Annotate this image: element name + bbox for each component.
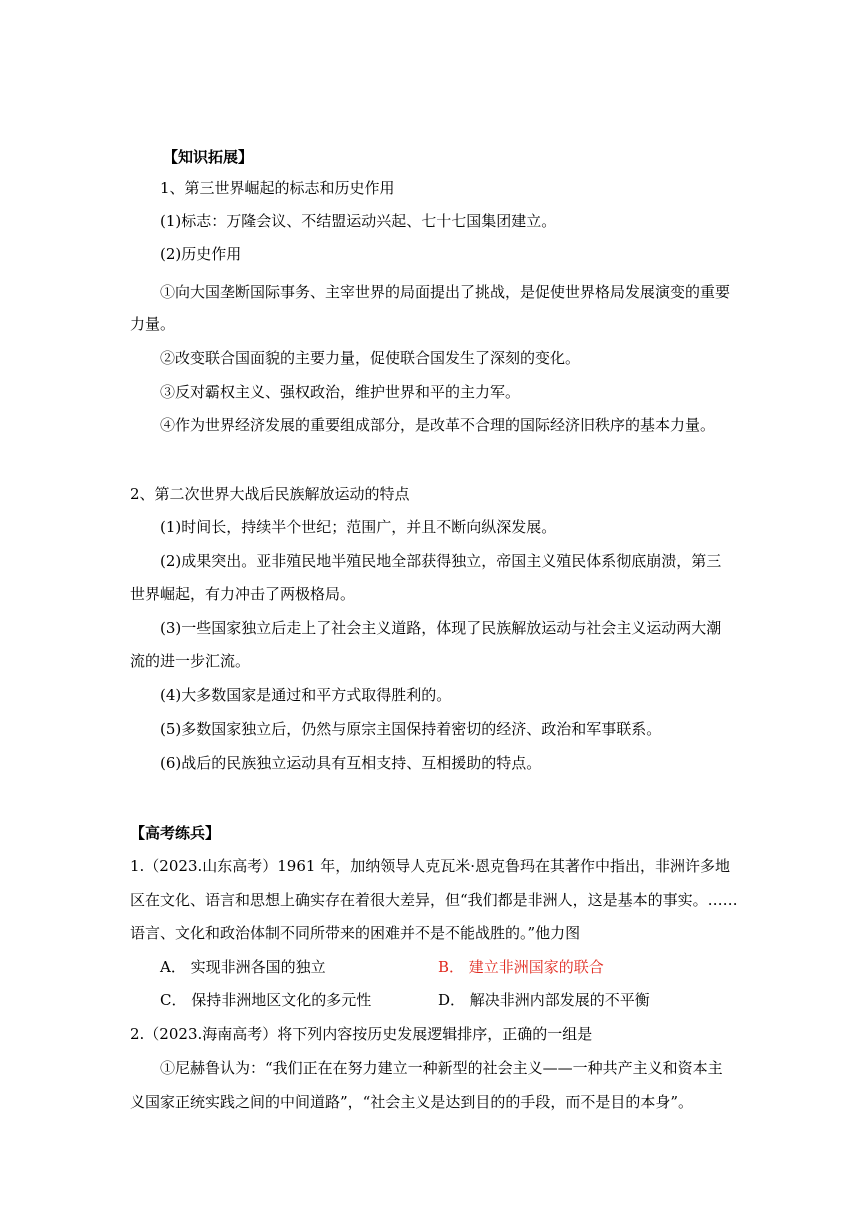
question-2-stem: 2.（2023.海南高考）将下列内容按历史发展逻辑排序，正确的一组是 [130, 1025, 593, 1043]
section-heading-knowledge: 【知识拓展】 [163, 148, 254, 166]
question-1-option-b-answer: B． 建立非洲国家的联合 [438, 958, 604, 976]
role-2: ②改变联合国面貌的主要力量，促使联合国发生了深刻的变化。 [160, 349, 581, 367]
feature-4: (4)大多数国家是通过和平方式取得胜利的。 [160, 686, 452, 704]
feature-3-line2: 流的进一步汇流。 [130, 652, 251, 670]
question-2-statement-1-line2: 义国家正统实践之间的中间道路”，“社会主义是达到目的的手段，而不是目的本身”。 [130, 1093, 694, 1111]
role-1-line1: ①向大国垄断国际事务、主宰世界的局面提出了挑战，是促使世界格局发展演变的重要 [160, 283, 731, 301]
feature-3-line1: (3)一些国家独立后走上了社会主义道路，体现了民族解放运动与社会主义运动两大潮 [160, 619, 722, 637]
question-1-option-a: A． 实现非洲各国的独立 [160, 958, 326, 976]
section-heading-exam: 【高考练兵】 [130, 824, 221, 842]
role-4: ④作为世界经济发展的重要组成部分，是改革不合理的国际经济旧秩序的基本力量。 [160, 416, 716, 434]
item1-title: 1、第三世界崛起的标志和历史作用 [160, 179, 395, 197]
feature-6: (6)战后的民族独立运动具有互相支持、互相援助的特点。 [160, 754, 542, 772]
item2-title: 2、第二次世界大战后民族解放运动的特点 [130, 485, 410, 503]
feature-2-line1: (2)成果突出。亚非殖民地半殖民地全部获得独立，帝国主义殖民体系彻底崩溃，第三 [160, 552, 722, 570]
question-1-line1: 1.（2023.山东高考）1961 年，加纳领导人克瓦米·恩克鲁玛在其著作中指出，非洲许多地 [130, 857, 730, 875]
feature-1: (1)时间长，持续半个世纪；范围广，并且不断向纵深发展。 [160, 518, 557, 536]
role-3: ③反对霸权主义、强权政治，维护世界和平的主力军。 [160, 383, 521, 401]
feature-2-line2: 世界崛起，有力冲击了两极格局。 [130, 585, 356, 603]
role-1-line2: 力量。 [130, 315, 176, 333]
item1-sign: (1)标志：万隆会议、不结盟运动兴起、七十七国集团建立。 [160, 212, 557, 230]
question-1-line2: 区在文化、语言和思想上确实存在着很大差异，但“我们都是非洲人，这是基本的事实。…… [130, 891, 738, 909]
question-1-line3: 语言、文化和政治体制不同所带来的困难并不是不能战胜的。”他力图 [130, 924, 581, 942]
question-1-option-d: D． 解决非洲内部发展的不平衡 [438, 991, 650, 1009]
feature-5: (5)多数国家独立后，仍然与原宗主国保持着密切的经济、政治和军事联系。 [160, 720, 662, 738]
question-2-statement-1-line1: ①尼赫鲁认为：“我们正在在努力建立一种新型的社会主义——一种共产主义和资本主 [160, 1059, 723, 1077]
item1-role-heading: (2)历史作用 [160, 245, 242, 263]
question-1-option-c: C． 保持非洲地区文化的多元性 [160, 991, 372, 1009]
